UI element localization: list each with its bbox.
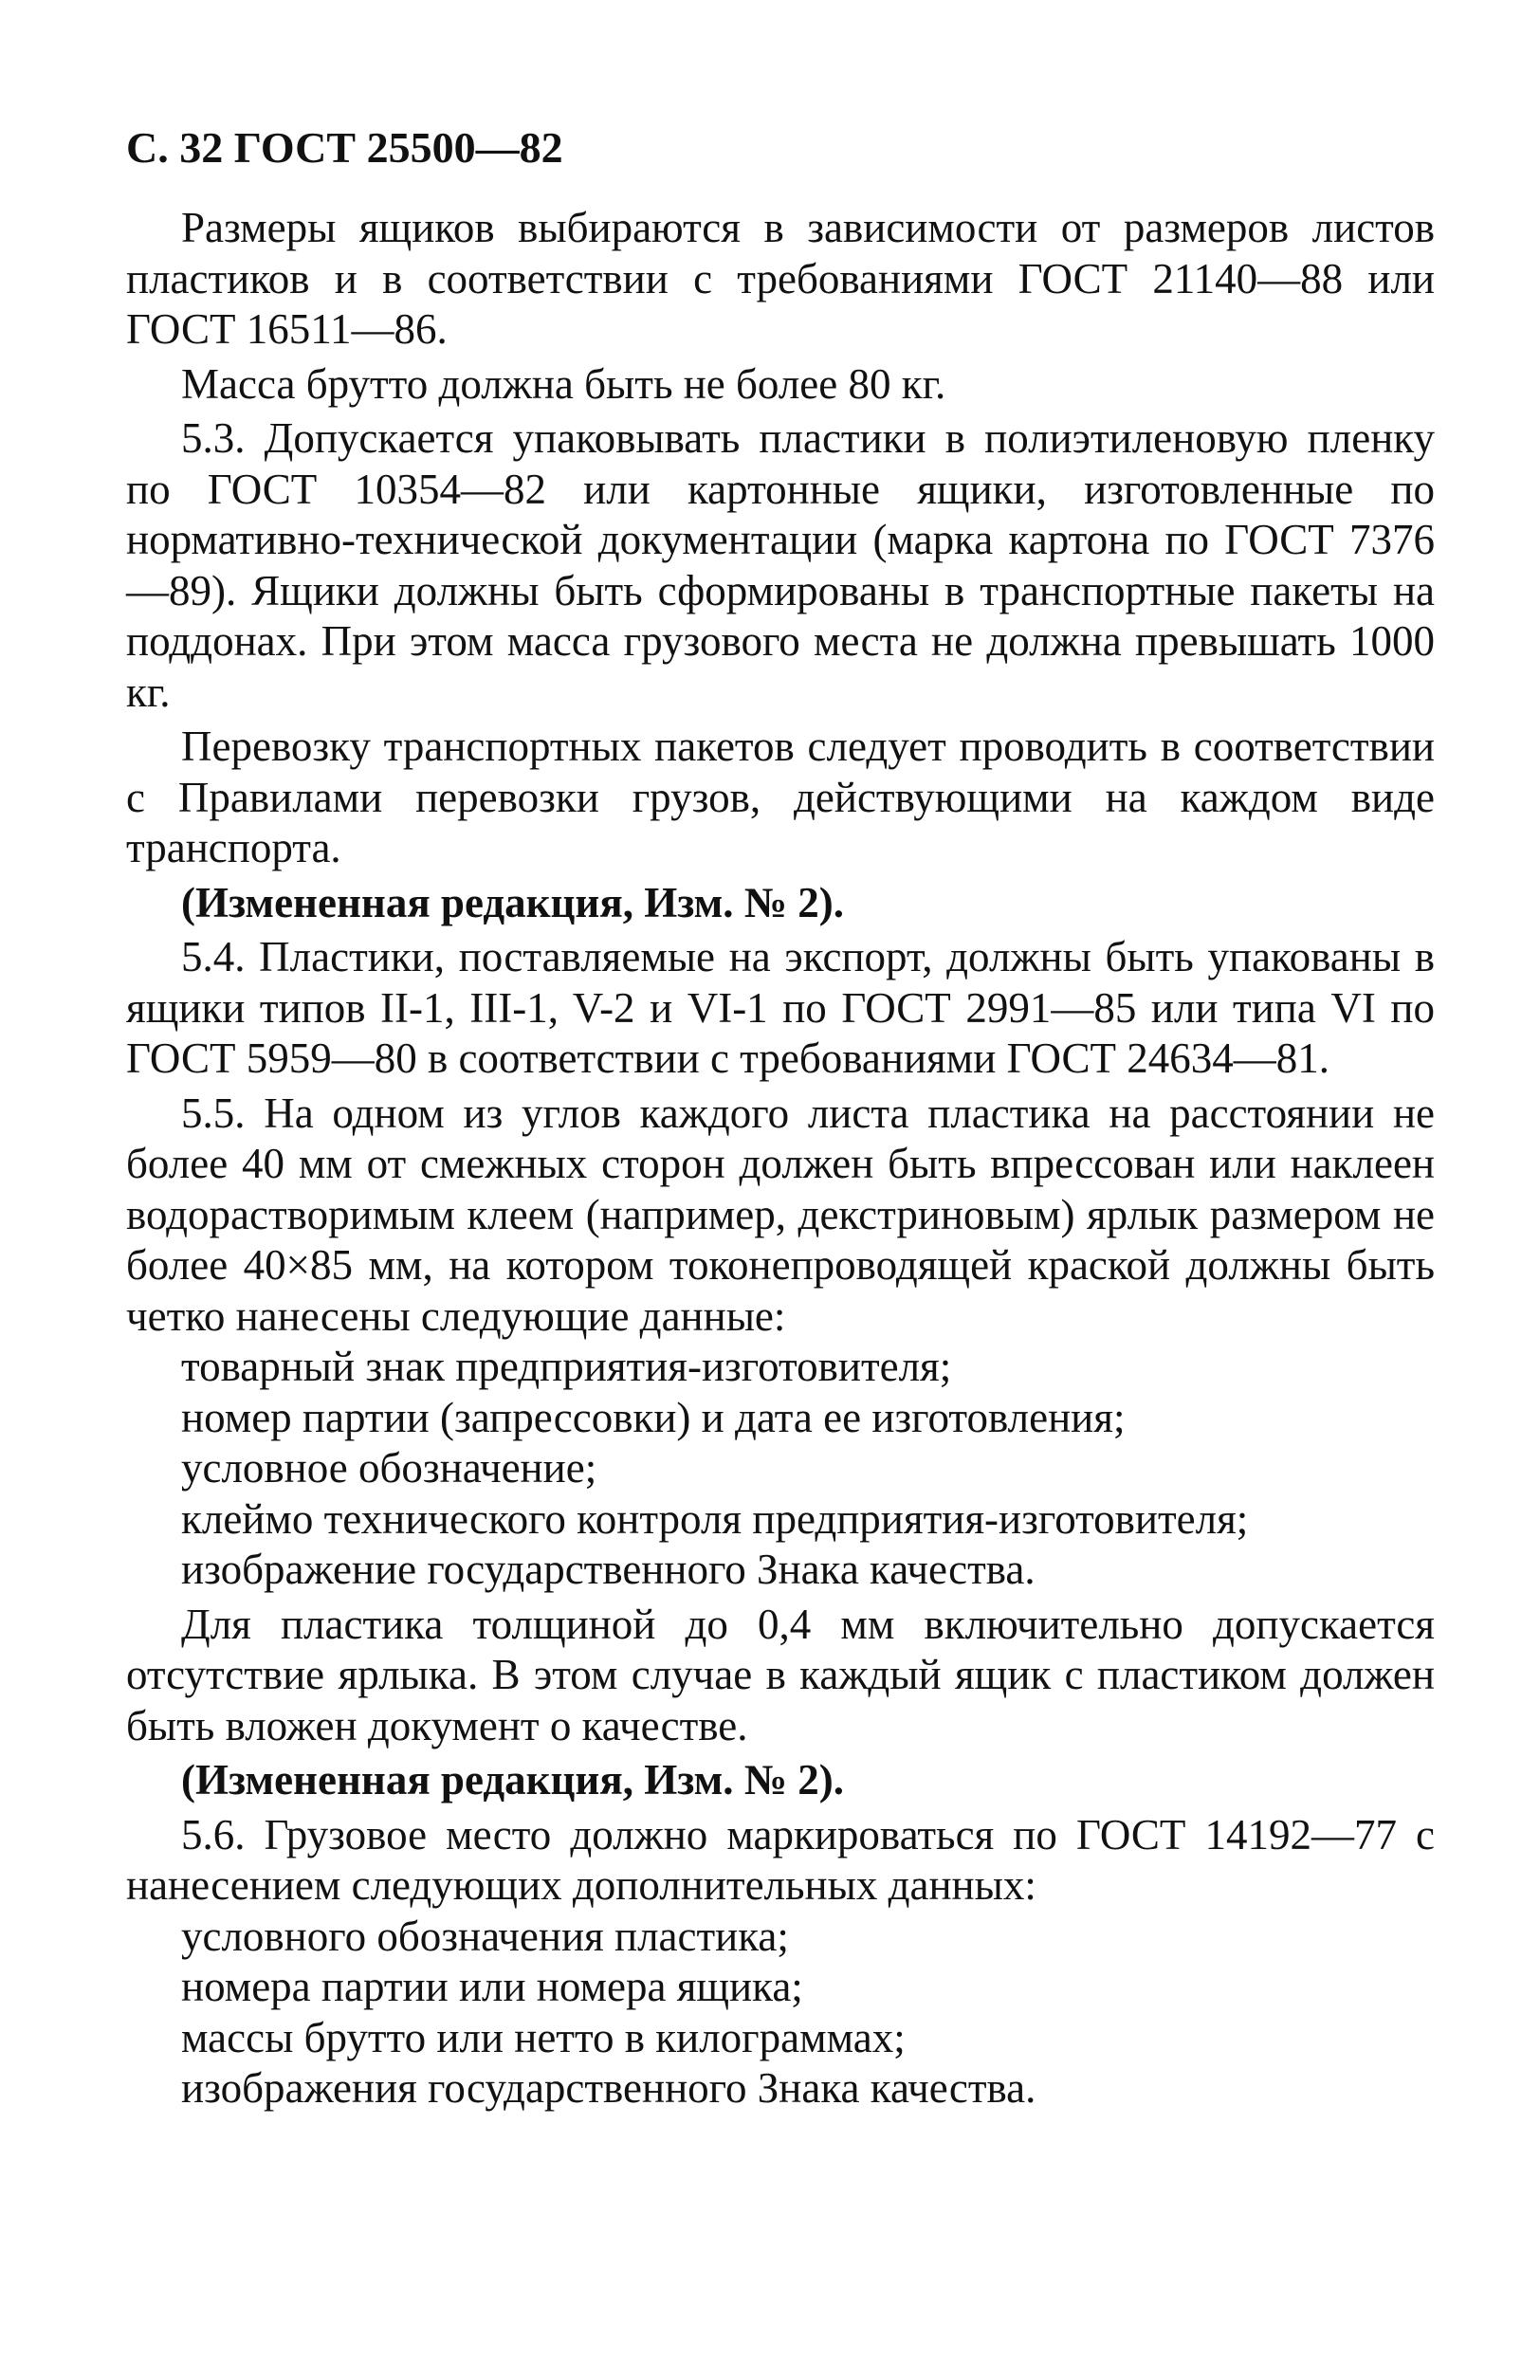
paragraph-box-sizes: Размеры ящиков выбираются в зависимости от размеров листов пластиков и в соответствии с требованиями ГОСТ 21140—88 или ГОСТ 16511—86. [126, 204, 1435, 353]
list-label-data [126, 1342, 1435, 1596]
list-marking-data [126, 1912, 1435, 2115]
list-item: массы брутто или нетто в килограммах; [181, 2013, 906, 2061]
list-item: клеймо технического контроля предприятия-изготовителя; [181, 1494, 1249, 1543]
list-item: условного обозначения пластика; [181, 1912, 789, 1960]
list-item: условное обозначение; [181, 1444, 597, 1492]
list-item: номер партии (запрессовки) и дата ее изготовления; [181, 1393, 1126, 1441]
paragraph-5-5: 5.5. На одном из углов каждого листа пластика на расстоянии не более 40 мм от смежных сторон должен быть впрессован или наклеен водорастворимым клеем (например, декстриновым) ярлык размером не более 40×85 мм, на котором токонепроводящей краской должны быть четко нанесены следующие данные: [126, 1089, 1435, 1340]
paragraph-gross-mass: Масса брутто должна быть не более 80 кг. [181, 359, 946, 408]
document-body [126, 203, 1435, 2115]
revision-note-2: (Измененная редакция, Изм. № 2). [181, 1756, 845, 1803]
paragraph-transport: Перевозку транспортных пакетов следует проводить в соответствии с Правилами перевозки грузов, действующими на каждом виде транспорта. [126, 723, 1435, 871]
list-item: изображения государственного Знака качества. [181, 2064, 1036, 2112]
document-page [126, 121, 1435, 2115]
paragraph-5-6: 5.6. Грузовое место должно маркироваться по ГОСТ 14192—77 с нанесением следующих дополнительных данных: [126, 1810, 1435, 1909]
paragraph-thin-plastic: Для пластика толщиной до 0,4 мм включительно допускается отсутствие ярлыка. В этом случае в каждый ящик с пластиком должен быть вложен документ о качестве. [126, 1600, 1435, 1749]
revision-note-1: (Измененная редакция, Изм. № 2). [181, 878, 845, 926]
list-item: товарный знак предприятия-изготовителя; [181, 1343, 952, 1390]
paragraph-5-3: 5.3. Допускается упаковывать пластики в полиэтиленовую пленку по ГОСТ 10354—82 или картонные ящики, изготовленные по нормативно-технической документации (марка картона по ГОСТ 7376—89). Ящики должны быть сформированы в транспортные пакеты на поддонах. При этом масса грузового места не должна превышать 1000 кг. [126, 414, 1435, 716]
list-item: номера партии или номера ящика; [181, 1963, 803, 2010]
paragraph-5-4: 5.4. Пластики, поставляемые на экспорт, должны быть упакованы в ящики типов II-1, III-1, V-2 и VI-1 по ГОСТ 2991—85 или типа VI по ГОСТ 5959—80 в соответствии с требованиями ГОСТ 24634—81. [126, 933, 1435, 1082]
list-item: изображение государственного Знака качества. [181, 1546, 1036, 1593]
page-header: С. 32 ГОСТ 25500—82 [126, 123, 563, 172]
